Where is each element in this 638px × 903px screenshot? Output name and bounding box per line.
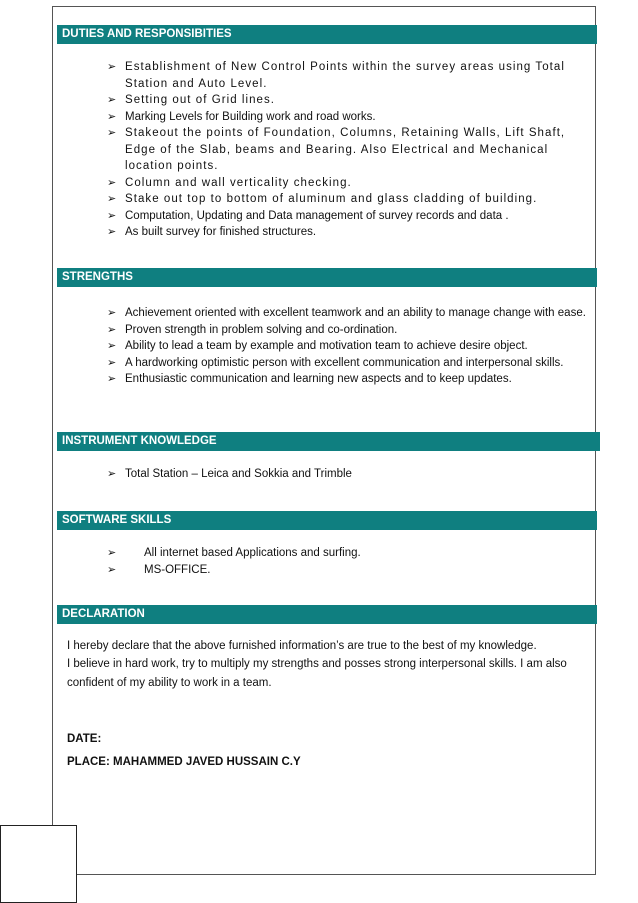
arrow-bullet-icon: ➢: [107, 61, 118, 73]
list-item: ➢ Achievement oriented with excellent teamwork and an ability to manage change with ease.: [107, 305, 587, 322]
arrow-bullet-icon: ➢: [107, 356, 117, 369]
arrow-bullet-icon: ➢: [107, 127, 118, 139]
duties-heading: DUTIES AND RESPONSIBITIES: [57, 25, 597, 44]
list-item: ➢ Marking Levels for Building work and road works.: [107, 109, 587, 126]
list-item: ➢ Computation, Updating and Data management of survey records and data .: [107, 208, 587, 225]
arrow-bullet-icon: ➢: [107, 563, 117, 576]
list-item: ➢ All internet based Applications and surfing.: [107, 545, 587, 562]
arrow-bullet-icon: ➢: [107, 340, 117, 352]
list-item: ➢ Stake out top to bottom of aluminum and glass cladding of building.: [107, 191, 587, 208]
instrument-heading: INSTRUMENT KNOWLEDGE: [57, 432, 600, 451]
strengths-heading: STRENGTHS: [57, 268, 597, 287]
arrow-bullet-icon: ➢: [107, 323, 117, 336]
list-item: ➢ Proven strength in problem solving and co-ordination.: [107, 322, 587, 339]
list-item: ➢ Total Station – Leica and Sokkia and Trimble: [107, 466, 587, 483]
arrow-bullet-icon: ➢: [107, 373, 117, 385]
list-item: ➢ Ability to lead a team by example and motivation team to achieve desire object.: [107, 338, 587, 355]
corner-box: [0, 825, 77, 903]
software-heading: SOFTWARE SKILLS: [57, 511, 597, 530]
declaration-line-2: I believe in hard work, try to multiply my strengths and posses strong interpersonal skills. I am also confident of my ability to work in a team.: [67, 658, 567, 689]
list-item: ➢ Establishment of New Control Points within the survey areas using Total Station and Auto Level.: [107, 61, 565, 90]
software-list: [107, 545, 587, 578]
declaration-heading: DECLARATION: [57, 605, 597, 624]
place-label: PLACE: MAHAMMED JAVED HUSSAIN C.Y: [67, 756, 301, 768]
arrow-bullet-icon: ➢: [107, 176, 118, 189]
declaration-line-1: I hereby declare that the above furnished information’s are true to the best of my knowledge.: [67, 640, 537, 652]
list-item: ➢ As built survey for finished structures.: [107, 224, 587, 241]
strengths-list: [107, 305, 587, 388]
arrow-bullet-icon: ➢: [107, 547, 117, 559]
list-item: ➢ Enthusiastic communication and learning new aspects and to keep updates.: [107, 371, 587, 388]
list-item: ➢ MS-OFFICE.: [107, 562, 587, 579]
list-item: ➢ A hardworking optimistic person with excellent communication and interpersonal skills.: [107, 355, 587, 372]
arrow-bullet-icon: ➢: [107, 94, 118, 106]
list-item: ➢ Setting out of Grid lines.: [107, 92, 587, 109]
date-label: DATE:: [67, 733, 102, 745]
instrument-list: [107, 466, 587, 483]
arrow-bullet-icon: ➢: [107, 209, 117, 222]
list-item: ➢ Column and wall verticality checking.: [107, 175, 587, 192]
arrow-bullet-icon: ➢: [107, 193, 118, 205]
arrow-bullet-icon: ➢: [107, 110, 117, 123]
duties-list: [107, 59, 587, 241]
list-item: ➢ Stakeout the points of Foundation, Columns, Retaining Walls, Lift Shaft, Edge of the Slab, beams and Bearing. Also Electrical and Mechanical location points.: [107, 127, 566, 172]
arrow-bullet-icon: ➢: [107, 307, 117, 319]
arrow-bullet-icon: ➢: [107, 468, 117, 480]
arrow-bullet-icon: ➢: [107, 226, 117, 238]
